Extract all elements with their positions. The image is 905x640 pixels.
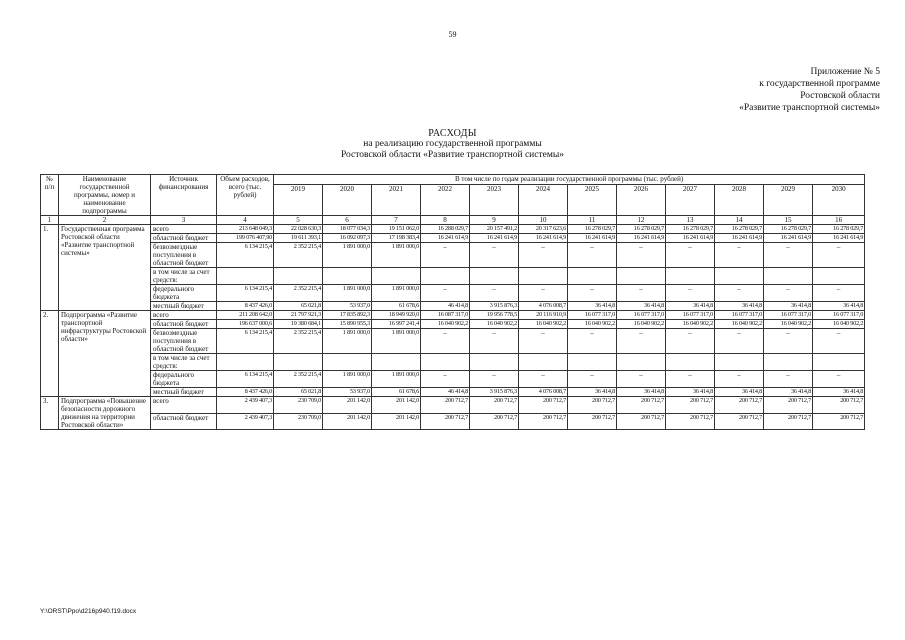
year-value: – bbox=[470, 285, 519, 302]
row-number: 3. bbox=[41, 397, 59, 430]
year-value: – bbox=[813, 329, 865, 354]
document-subtitle: на реализацию государственной программы bbox=[363, 139, 542, 149]
year-value: 16 087 317,0 bbox=[421, 311, 470, 320]
year-value: 65 021,8 bbox=[274, 302, 323, 311]
year-value: – bbox=[813, 285, 865, 302]
header-year: 2030 bbox=[813, 185, 865, 216]
year-value bbox=[764, 354, 813, 371]
year-value: 16 040 902,2 bbox=[666, 320, 715, 329]
year-value: 36 414,8 bbox=[568, 388, 617, 397]
appendix-block bbox=[650, 66, 880, 114]
row-number: 1. bbox=[41, 225, 59, 311]
table-row bbox=[41, 329, 865, 354]
year-value: 3 915 876,3 bbox=[470, 302, 519, 311]
appendix-line: Приложение № 5 bbox=[810, 67, 880, 77]
table-row bbox=[41, 413, 865, 430]
year-value: 16 241 614,9 bbox=[421, 234, 470, 243]
column-number: 2 bbox=[59, 216, 151, 225]
year-value: – bbox=[813, 243, 865, 268]
year-value: 3 915 876,3 bbox=[470, 388, 519, 397]
funding-source: областной бюджет bbox=[151, 234, 217, 243]
year-value bbox=[519, 268, 568, 285]
year-value: 19 380 684,1 bbox=[274, 320, 323, 329]
year-value: – bbox=[568, 243, 617, 268]
year-value: 2 352 215,4 bbox=[274, 371, 323, 388]
year-value: 16 077 317,0 bbox=[715, 311, 764, 320]
table-row bbox=[41, 225, 865, 234]
year-value: 230 709,0 bbox=[274, 413, 323, 430]
program-name: Государственная программа Ростовской области «Развитие транспортной системы» bbox=[59, 225, 151, 311]
year-value: 16 040 902,2 bbox=[617, 320, 666, 329]
year-value bbox=[715, 354, 764, 371]
year-value: 16 278 029,7 bbox=[617, 225, 666, 234]
year-value: 200 712,7 bbox=[421, 413, 470, 430]
year-value: – bbox=[764, 329, 813, 354]
funding-source: безвозмездные поступления в областной бюджет bbox=[151, 329, 217, 354]
year-value: 16 241 614,9 bbox=[568, 234, 617, 243]
total-value: 6 134 215,4 bbox=[217, 243, 274, 268]
year-value bbox=[421, 268, 470, 285]
year-value: 36 414,8 bbox=[715, 388, 764, 397]
year-value: 15 890 955,3 bbox=[323, 320, 372, 329]
year-value: 36 414,8 bbox=[764, 388, 813, 397]
header-year: 2028 bbox=[715, 185, 764, 216]
year-value: 20 317 623,6 bbox=[519, 225, 568, 234]
year-value: 16 040 902,2 bbox=[470, 320, 519, 329]
funding-source: всего bbox=[151, 311, 217, 320]
total-value: 6 134 215,4 bbox=[217, 371, 274, 388]
header-year: 2021 bbox=[372, 185, 421, 216]
year-value: – bbox=[617, 371, 666, 388]
year-value: 200 712,7 bbox=[666, 413, 715, 430]
funding-source: федерального бюджета bbox=[151, 285, 217, 302]
year-value bbox=[568, 268, 617, 285]
header-year: 2027 bbox=[666, 185, 715, 216]
year-value: 16 288 029,7 bbox=[421, 225, 470, 234]
year-value: – bbox=[519, 329, 568, 354]
year-value: – bbox=[421, 371, 470, 388]
year-value: 1 891 000,0 bbox=[323, 371, 372, 388]
year-value bbox=[323, 268, 372, 285]
total-value: 196 637 000,6 bbox=[217, 320, 274, 329]
total-value: 2 439 407,3 bbox=[217, 413, 274, 430]
year-value: 200 712,7 bbox=[519, 413, 568, 430]
funding-source: федерального бюджета bbox=[151, 371, 217, 388]
funding-source: всего bbox=[151, 225, 217, 234]
header-year: 2023 bbox=[470, 185, 519, 216]
total-value: 2 439 407,3 bbox=[217, 397, 274, 414]
table-row bbox=[41, 371, 865, 388]
year-value bbox=[421, 354, 470, 371]
year-value: 20 116 910,9 bbox=[519, 311, 568, 320]
year-value: 16 040 902,2 bbox=[715, 320, 764, 329]
year-value: 16 077 317,0 bbox=[764, 311, 813, 320]
total-value bbox=[217, 268, 274, 285]
header-year: 2029 bbox=[764, 185, 813, 216]
table-row bbox=[41, 243, 865, 268]
document-title: РАСХОДЫ bbox=[428, 128, 477, 139]
page-number: 59 bbox=[448, 30, 457, 39]
year-value: – bbox=[519, 371, 568, 388]
column-numbers-row bbox=[41, 216, 865, 225]
year-value: 17 198 383,4 bbox=[372, 234, 421, 243]
year-value: 19 956 778,5 bbox=[470, 311, 519, 320]
header-total: Объем расходов, всего (тыс. рублей) bbox=[217, 175, 274, 216]
column-number: 14 bbox=[715, 216, 764, 225]
year-value: 1 891 000,0 bbox=[372, 243, 421, 268]
year-value: – bbox=[666, 329, 715, 354]
year-value: 200 712,7 bbox=[764, 413, 813, 430]
year-value: 201 142,0 bbox=[323, 413, 372, 430]
header-name: Наименование государственной программы, номер и наименование подпрограммы bbox=[59, 175, 151, 216]
funding-source: в том числе за счет средств: bbox=[151, 268, 217, 285]
year-value: 1 891 000,0 bbox=[372, 371, 421, 388]
year-value: 16 040 902,2 bbox=[568, 320, 617, 329]
year-value bbox=[470, 354, 519, 371]
table-row bbox=[41, 311, 865, 320]
document-subtitle: Ростовской области «Развитие транспортной системы» bbox=[340, 150, 564, 160]
year-value: 19 151 062,0 bbox=[372, 225, 421, 234]
total-value bbox=[217, 354, 274, 371]
year-value: 16 241 614,9 bbox=[470, 234, 519, 243]
year-value: 1 891 000,0 bbox=[372, 285, 421, 302]
column-number: 12 bbox=[617, 216, 666, 225]
year-value: – bbox=[568, 371, 617, 388]
total-value: 6 134 215,4 bbox=[217, 285, 274, 302]
year-value: 53 937,0 bbox=[323, 388, 372, 397]
year-value: – bbox=[519, 285, 568, 302]
header-year: 2024 bbox=[519, 185, 568, 216]
year-value bbox=[568, 354, 617, 371]
appendix-line: Ростовской области bbox=[800, 91, 880, 101]
year-value: 230 709,0 bbox=[274, 397, 323, 414]
year-value: – bbox=[715, 329, 764, 354]
header-num: № п/п bbox=[41, 175, 59, 216]
year-value: 201 142,0 bbox=[372, 413, 421, 430]
year-value: – bbox=[568, 285, 617, 302]
document-heading bbox=[0, 128, 905, 161]
year-value: 36 414,8 bbox=[813, 388, 865, 397]
header-year: 2022 bbox=[421, 185, 470, 216]
year-value: 16 241 614,9 bbox=[617, 234, 666, 243]
column-number: 10 bbox=[519, 216, 568, 225]
year-value: 61 678,6 bbox=[372, 388, 421, 397]
year-value: 22 028 630,3 bbox=[274, 225, 323, 234]
row-number: 2. bbox=[41, 311, 59, 397]
year-value bbox=[666, 354, 715, 371]
year-value bbox=[519, 354, 568, 371]
year-value: 19 611 393,1 bbox=[274, 234, 323, 243]
year-value: 16 241 614,9 bbox=[813, 234, 865, 243]
header-source: Источник финансирования bbox=[151, 175, 217, 216]
year-value: 16 077 317,0 bbox=[666, 311, 715, 320]
column-number: 13 bbox=[666, 216, 715, 225]
funding-source: местный бюджет bbox=[151, 302, 217, 311]
column-number: 6 bbox=[323, 216, 372, 225]
year-value: 61 678,6 bbox=[372, 302, 421, 311]
year-value: 2 352 215,4 bbox=[274, 285, 323, 302]
year-value: 16 278 029,7 bbox=[715, 225, 764, 234]
table-row bbox=[41, 302, 865, 311]
funding-source: областной бюджет bbox=[151, 320, 217, 329]
year-value: 16 241 614,9 bbox=[715, 234, 764, 243]
year-value: 200 712,7 bbox=[568, 413, 617, 430]
year-value: 18 949 920,0 bbox=[372, 311, 421, 320]
funding-source: областной бюджет bbox=[151, 413, 217, 430]
column-number: 4 bbox=[217, 216, 274, 225]
year-value: 16 092 097,3 bbox=[323, 234, 372, 243]
year-value bbox=[274, 268, 323, 285]
year-value: 36 414,8 bbox=[666, 302, 715, 311]
total-value: 8 437 426,0 bbox=[217, 302, 274, 311]
column-number: 5 bbox=[274, 216, 323, 225]
program-name: Подпрограмма «Повышение безопасности дорожного движения на территории Ростовской области» bbox=[59, 397, 151, 430]
year-value: 65 021,8 bbox=[274, 388, 323, 397]
column-number: 9 bbox=[470, 216, 519, 225]
year-value bbox=[666, 268, 715, 285]
year-value: 200 712,7 bbox=[568, 397, 617, 414]
year-value: 2 352 215,4 bbox=[274, 329, 323, 354]
year-value bbox=[470, 268, 519, 285]
year-value: 201 142,0 bbox=[372, 397, 421, 414]
funding-source: безвозмездные поступления в областной бюджет bbox=[151, 243, 217, 268]
column-number: 7 bbox=[372, 216, 421, 225]
year-value: – bbox=[617, 329, 666, 354]
year-value: 200 712,7 bbox=[421, 397, 470, 414]
table-row bbox=[41, 397, 865, 414]
year-value: 46 414,8 bbox=[421, 302, 470, 311]
total-value: 8 437 426,0 bbox=[217, 388, 274, 397]
year-value: 36 414,8 bbox=[764, 302, 813, 311]
year-value: – bbox=[764, 285, 813, 302]
year-value: 200 712,7 bbox=[470, 413, 519, 430]
year-value: 200 712,7 bbox=[813, 397, 865, 414]
year-value: 200 712,7 bbox=[764, 397, 813, 414]
year-value: 16 077 317,0 bbox=[813, 311, 865, 320]
funding-source: местный бюджет bbox=[151, 388, 217, 397]
year-value: 46 414,8 bbox=[421, 388, 470, 397]
year-value: 200 712,7 bbox=[715, 397, 764, 414]
year-value bbox=[813, 268, 865, 285]
year-value: 16 040 902,2 bbox=[519, 320, 568, 329]
table-row bbox=[41, 320, 865, 329]
year-value: – bbox=[715, 285, 764, 302]
year-value: – bbox=[617, 285, 666, 302]
column-number: 16 bbox=[813, 216, 865, 225]
year-value: 200 712,7 bbox=[470, 397, 519, 414]
year-value: 53 937,0 bbox=[323, 302, 372, 311]
year-value: 16 241 614,9 bbox=[666, 234, 715, 243]
year-value bbox=[323, 354, 372, 371]
year-value: – bbox=[519, 243, 568, 268]
year-value: 16 997 241,4 bbox=[372, 320, 421, 329]
year-value: 16 278 029,7 bbox=[568, 225, 617, 234]
year-value bbox=[813, 354, 865, 371]
column-number: 15 bbox=[764, 216, 813, 225]
year-value: 36 414,8 bbox=[666, 388, 715, 397]
column-number: 8 bbox=[421, 216, 470, 225]
year-value bbox=[617, 268, 666, 285]
year-value: – bbox=[568, 329, 617, 354]
header-year: 2025 bbox=[568, 185, 617, 216]
column-number: 1 bbox=[41, 216, 59, 225]
total-value: 211 208 642,0 bbox=[217, 311, 274, 320]
header-years-group: В том числе по годам реализации государственной программы (тыс. рублей) bbox=[274, 175, 865, 185]
year-value: – bbox=[617, 243, 666, 268]
year-value bbox=[274, 354, 323, 371]
year-value: – bbox=[813, 371, 865, 388]
year-value bbox=[617, 354, 666, 371]
year-value: 36 414,8 bbox=[813, 302, 865, 311]
year-value: 16 278 029,7 bbox=[666, 225, 715, 234]
year-value: – bbox=[715, 243, 764, 268]
year-value: 1 891 000,0 bbox=[323, 285, 372, 302]
total-value: 213 648 049,3 bbox=[217, 225, 274, 234]
year-value: 36 414,8 bbox=[715, 302, 764, 311]
year-value: 16 241 614,9 bbox=[764, 234, 813, 243]
table-row bbox=[41, 354, 865, 371]
table-row bbox=[41, 234, 865, 243]
header-year: 2020 bbox=[323, 185, 372, 216]
table-row bbox=[41, 388, 865, 397]
year-value: 36 414,8 bbox=[617, 388, 666, 397]
year-value: – bbox=[421, 285, 470, 302]
column-number: 3 bbox=[151, 216, 217, 225]
year-value: 200 712,7 bbox=[715, 413, 764, 430]
column-number: 11 bbox=[568, 216, 617, 225]
year-value: – bbox=[470, 371, 519, 388]
year-value: 200 712,7 bbox=[813, 413, 865, 430]
total-value: 6 134 215,4 bbox=[217, 329, 274, 354]
year-value: 2 352 215,4 bbox=[274, 243, 323, 268]
year-value: 16 241 614,9 bbox=[519, 234, 568, 243]
table-body bbox=[41, 216, 865, 430]
year-value: 17 835 892,3 bbox=[323, 311, 372, 320]
total-value: 199 076 407,90 bbox=[217, 234, 274, 243]
table-row bbox=[41, 268, 865, 285]
year-value: – bbox=[764, 371, 813, 388]
file-path-footer: Y:\ORST\Ppo\d216p940.f19.docx bbox=[40, 608, 137, 615]
year-value: – bbox=[666, 371, 715, 388]
program-name: Подпрограмма «Развитие транспортной инфраструктуры Ростовской области» bbox=[59, 311, 151, 397]
year-value: 200 712,7 bbox=[519, 397, 568, 414]
table-row bbox=[41, 285, 865, 302]
year-value: 20 157 491,2 bbox=[470, 225, 519, 234]
year-value: 201 142,0 bbox=[323, 397, 372, 414]
year-value: – bbox=[764, 243, 813, 268]
year-value: 16 278 029,7 bbox=[764, 225, 813, 234]
expenses-table bbox=[40, 174, 865, 430]
appendix-line: к государственной программе bbox=[759, 79, 880, 89]
year-value: – bbox=[470, 329, 519, 354]
appendix-line: «Развитие транспортной системы» bbox=[739, 103, 880, 113]
year-value: 16 040 902,2 bbox=[813, 320, 865, 329]
year-value: 36 414,8 bbox=[617, 302, 666, 311]
year-value: – bbox=[421, 243, 470, 268]
year-value: 200 712,7 bbox=[617, 397, 666, 414]
year-value: – bbox=[470, 243, 519, 268]
year-value: 1 891 000,0 bbox=[323, 243, 372, 268]
year-value: 1 891 000,0 bbox=[372, 329, 421, 354]
year-value: 4 076 008,7 bbox=[519, 302, 568, 311]
year-value: – bbox=[666, 285, 715, 302]
year-value bbox=[372, 268, 421, 285]
year-value: – bbox=[666, 243, 715, 268]
year-value: 1 891 000,0 bbox=[323, 329, 372, 354]
year-value: – bbox=[421, 329, 470, 354]
year-value bbox=[764, 268, 813, 285]
year-value: 4 076 008,7 bbox=[519, 388, 568, 397]
year-value: 16 040 902,2 bbox=[421, 320, 470, 329]
year-value: 18 077 034,3 bbox=[323, 225, 372, 234]
funding-source: в том числе за счет средств: bbox=[151, 354, 217, 371]
funding-source: всего bbox=[151, 397, 217, 414]
year-value: – bbox=[715, 371, 764, 388]
year-value: 200 712,7 bbox=[666, 397, 715, 414]
year-value: 16 040 902,2 bbox=[764, 320, 813, 329]
year-value: 16 077 317,0 bbox=[617, 311, 666, 320]
year-value: 16 077 317,0 bbox=[568, 311, 617, 320]
year-value bbox=[372, 354, 421, 371]
year-value: 16 278 029,7 bbox=[813, 225, 865, 234]
year-value: 36 414,8 bbox=[568, 302, 617, 311]
year-value: 21 797 921,3 bbox=[274, 311, 323, 320]
header-year: 2026 bbox=[617, 185, 666, 216]
year-value: 200 712,7 bbox=[617, 413, 666, 430]
year-value bbox=[715, 268, 764, 285]
header-year: 2019 bbox=[274, 185, 323, 216]
